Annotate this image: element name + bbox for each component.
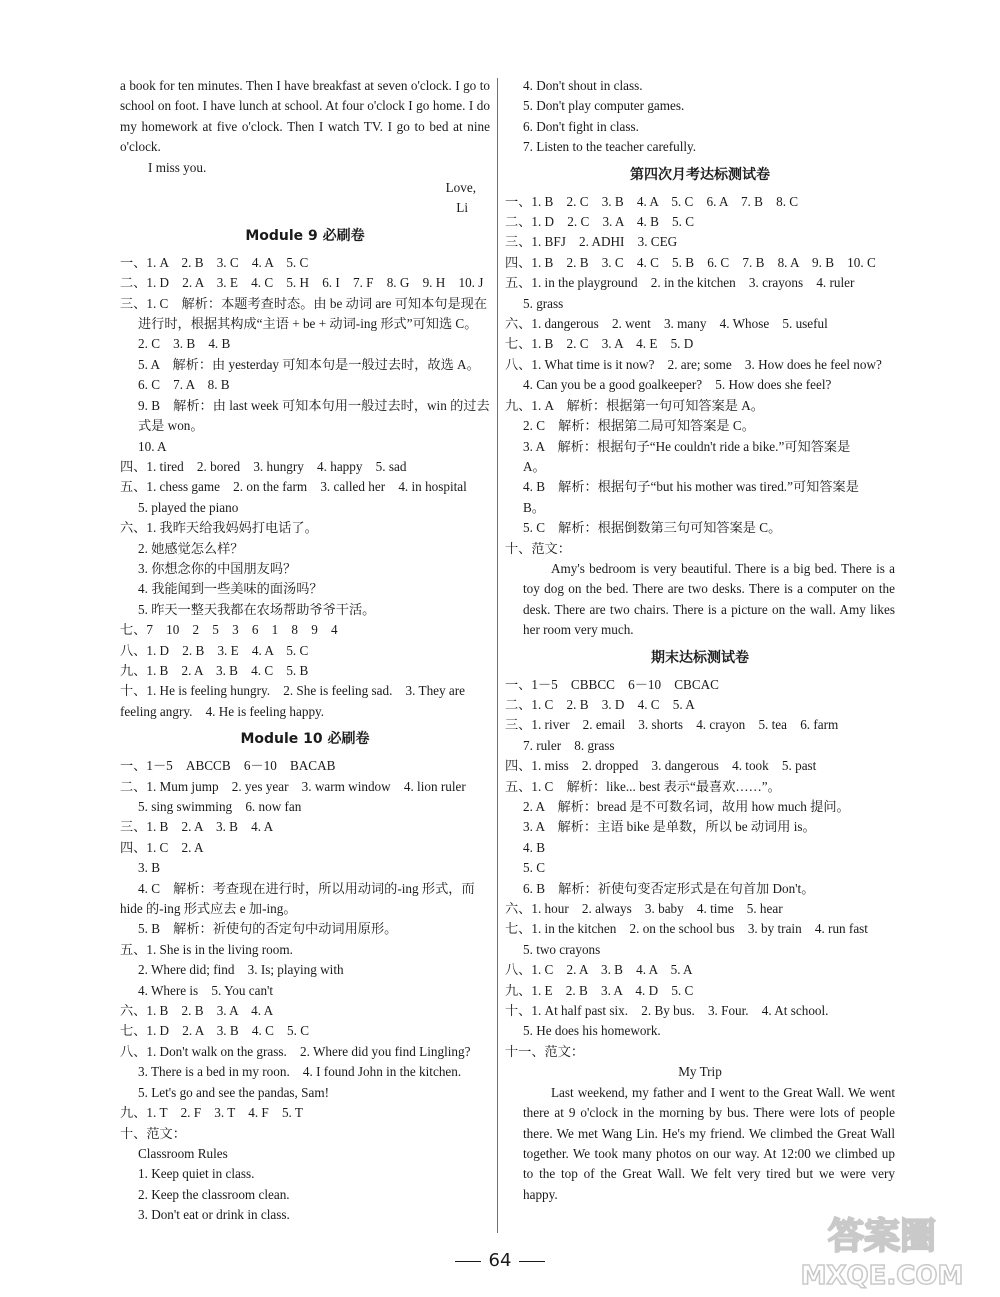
column-divider bbox=[497, 78, 498, 1233]
answer-line: 一、1. A 2. B 3. C 4. A 5. C bbox=[120, 254, 309, 270]
answer-line: 5. 昨天一整天我都在农场帮助爷爷干活。 bbox=[138, 601, 376, 617]
answer-line: 式是 won。 bbox=[138, 418, 204, 434]
answer-line: 十、1. He is feeling hungry. 2. She is feeling sad. 3. They are bbox=[120, 683, 465, 699]
answer-line: 5. C 解析：根据倒数第三句可知答案是 C。 bbox=[523, 520, 782, 536]
letter-closing: I miss you. bbox=[148, 159, 207, 175]
answer-line: 一、1. B 2. C 3. B 4. A 5. C 6. A 7. B 8. C bbox=[505, 193, 799, 209]
answer-line: 一、1－5 CBBCC 6－10 CBCAC bbox=[505, 676, 719, 692]
answer-line: 3. There is a bed in my roon. 4. I found John in the kitchen. bbox=[138, 1064, 462, 1080]
answer-line: 2. A 解析：bread 是不可数名词，故用 how much 提问。 bbox=[523, 799, 850, 814]
answer-line: hide 的-ing 形式应去 e 加-ing。 bbox=[120, 901, 297, 917]
answer-line: A。 bbox=[523, 458, 546, 474]
answer-line: 5. Don't play computer games. bbox=[523, 98, 685, 114]
answer-line: 10. A bbox=[138, 438, 167, 454]
answer-line: 7. ruler 8. grass bbox=[523, 737, 615, 753]
answer-line: 三、1. BFJ 2. ADHI 3. CEG bbox=[505, 234, 678, 250]
answer-line: 4. B bbox=[523, 839, 545, 855]
answer-line: 八、1. What time is it now? 2. are; some 3. How does he feel now? bbox=[505, 356, 882, 372]
answer-line: 5. played the piano bbox=[138, 499, 239, 515]
answer-line: 2. Keep the classroom clean. bbox=[138, 1186, 290, 1202]
module-10-title: Module 10 必刷卷 bbox=[240, 731, 370, 748]
answer-line: 二、1. C 2. B 3. D 4. C 5. A bbox=[505, 696, 695, 712]
answer-line: 四、1. tired 2. bored 3. hungry 4. happy 5. sad bbox=[120, 458, 407, 474]
answer-line: 5. He does his homework. bbox=[523, 1023, 661, 1039]
answer-line: 六、1. 我昨天给我妈妈打电话了。 bbox=[120, 520, 318, 536]
answer-line: 5. sing swimming 6. now fan bbox=[138, 799, 302, 814]
answer-line: 3. A 解析：根据句子“He couldn't ride a bike.”可知答案是 bbox=[523, 438, 851, 454]
answer-line: 六、1. dangerous 2. went 3. many 4. Whose 5. useful bbox=[505, 316, 828, 332]
essay-title: My Trip bbox=[678, 1064, 722, 1080]
answer-line: 二、1. D 2. A 3. E 4. C 5. H 6. I 7. F 8. G 9. H 10. J bbox=[120, 275, 484, 291]
answer-line: 一、1－5 ABCCB 6－10 BACAB bbox=[120, 758, 336, 774]
answer-line: 二、1. Mum jump 2. yes year 3. warm window 4. lion ruler bbox=[120, 778, 466, 794]
answer-line: 4. Don't shout in class. bbox=[523, 78, 643, 93]
answer-line: 5. grass bbox=[523, 295, 564, 311]
left-column bbox=[120, 76, 490, 1226]
page-number-text: 64 bbox=[488, 1250, 512, 1271]
answer-line: 2. Where did; find 3. Is; playing with bbox=[138, 962, 344, 978]
answer-line: 六、1. hour 2. always 3. baby 4. time 5. hear bbox=[505, 901, 783, 917]
answer-line: 五、1. in the playground 2. in the kitchen 3. crayons 4. ruler bbox=[505, 275, 855, 291]
answer-line: 2. 她感觉怎么样？ bbox=[138, 540, 244, 556]
answer-line: 4. B 解析：根据句子“but his mother was tired.”可知答案是 bbox=[523, 479, 859, 495]
answer-line: 九、1. B 2. A 3. B 4. C 5. B bbox=[120, 662, 309, 678]
answer-line: B。 bbox=[523, 499, 545, 515]
answer-line: 3. A 解析：主语 bike 是单数，所以 be 动词用 is。 bbox=[523, 819, 816, 835]
svg-text:答案圈: 答案圈 bbox=[827, 1216, 937, 1257]
answer-line: 5. C bbox=[523, 860, 545, 876]
answer-line: 四、1. C 2. A bbox=[120, 839, 204, 855]
answer-line: 十一、范文： bbox=[505, 1043, 585, 1059]
letter-signature: Li bbox=[456, 200, 468, 216]
module-9-title: Module 9 必刷卷 bbox=[245, 227, 365, 244]
letter-paragraph: a book for ten minutes. Then I have breakfast at seven o'clock. I go to school on foot. I have lunch at school. At four o'clock I go home. I do my homework at five o'clock. Then I watch TV. I go to bed at nine o'clock. bbox=[120, 78, 490, 155]
answer-line: 七、7 10 2 5 3 6 1 8 9 4 bbox=[120, 622, 338, 638]
answer-line: Classroom Rules bbox=[138, 1145, 228, 1161]
answer-line: 九、1. A 解析：根据第一句可知答案是 A。 bbox=[505, 397, 764, 413]
svg-text:MXQE.COM: MXQE.COM bbox=[800, 1261, 964, 1291]
model-essay-trip: Last weekend, my father and I went to the Great Wall. We went there at 9 o'clock in the morning by bus. There were lots of people there. We met Wang Lin. He's my friend. We climbed the Great Wall together. We took many photos on our way. At 12:00 we climbed up to the top of the Great Wall. We felt very tired but we were very happy. bbox=[523, 1084, 895, 1202]
answer-line: 二、1. D 2. C 3. A 4. B 5. C bbox=[505, 214, 695, 230]
answer-line: 三、1. B 2. A 3. B 4. A bbox=[120, 819, 274, 835]
answer-line: 5. Let's go and see the pandas, Sam! bbox=[138, 1084, 329, 1100]
answer-line: feeling angry. 4. He is feeling happy. bbox=[120, 703, 325, 719]
letter-love: Love, bbox=[445, 180, 476, 196]
answer-line: 四、1. B 2. B 3. C 4. C 5. B 6. C 7. B 8. A 9. B 10. C bbox=[505, 254, 876, 270]
answer-line: 九、1. T 2. F 3. T 4. F 5. T bbox=[120, 1105, 303, 1121]
right-column bbox=[505, 76, 895, 1205]
answer-line: 4. 我能闻到一些美味的面汤吗？ bbox=[138, 581, 323, 597]
answer-line: 八、1. Don't walk on the grass. 2. Where did you find Lingling? bbox=[120, 1043, 471, 1059]
answer-line: 八、1. C 2. A 3. B 4. A 5. A bbox=[505, 962, 693, 978]
watermark-logo bbox=[782, 1206, 982, 1292]
answer-line: 五、1. She is in the living room. bbox=[120, 941, 293, 957]
answer-line: 五、1. chess game 2. on the farm 3. called her 4. in hospital bbox=[120, 479, 467, 495]
answer-line: 4. Can you be a good goalkeeper? 5. How does she feel? bbox=[523, 377, 832, 393]
answer-line: 八、1. D 2. B 3. E 4. A 5. C bbox=[120, 642, 309, 658]
answer-line: 5. A 解析：由 yesterday 可知本句是一般过去时，故选 A。 bbox=[138, 356, 480, 372]
answer-line: 2. C 3. B 4. B bbox=[138, 336, 231, 352]
answer-line: 四、1. miss 2. dropped 3. dangerous 4. took 5. past bbox=[505, 758, 817, 774]
page-number-dash-right bbox=[519, 1261, 545, 1262]
final-test-title: 期末达标测试卷 bbox=[651, 649, 749, 666]
answer-line: 5. two crayons bbox=[523, 941, 601, 957]
answer-line: 七、1. B 2. C 3. A 4. E 5. D bbox=[505, 336, 694, 352]
answer-line: 十、范文： bbox=[120, 1125, 186, 1141]
answer-line: 9. B 解析：由 last week 可知本句用一般过去时，win 的过去 bbox=[138, 397, 490, 413]
answer-line: 十、范文： bbox=[505, 540, 571, 556]
answer-line: 十、1. At half past six. 2. By bus. 3. Four. 4. At school. bbox=[505, 1003, 829, 1019]
answer-line: 5. B 解析：祈使句的否定句中动词用原形。 bbox=[138, 921, 398, 937]
answer-line: 3. Don't eat or drink in class. bbox=[138, 1207, 290, 1223]
answer-line: 三、1. river 2. email 3. shorts 4. crayon 5. tea 6. farm bbox=[505, 717, 839, 733]
answer-line: 6. C 7. A 8. B bbox=[138, 377, 230, 393]
answer-line: 九、1. E 2. B 3. A 4. D 5. C bbox=[505, 982, 694, 998]
answer-line: 4. Where is 5. You can't bbox=[138, 982, 274, 998]
answer-line: 3. B bbox=[138, 860, 160, 876]
answer-line: 五、1. C 解析：like... best 表示“最喜欢……”。 bbox=[505, 778, 781, 794]
test-4-title: 第四次月考达标测试卷 bbox=[630, 166, 770, 183]
model-essay-amy: Amy's bedroom is very beautiful. There is a big bed. There is a toy dog on the bed. There are two desks. There is a computer on the desk. There are two chairs. There is a picture on the wall. Amy likes her room very much. bbox=[523, 560, 895, 638]
answer-line: 三、1. C 解析：本题考查时态。由 be 动词 are 可知本句是现在 bbox=[120, 295, 488, 311]
answer-line: 1. Keep quiet in class. bbox=[138, 1166, 255, 1182]
answer-line: 七、1. D 2. A 3. B 4. C 5. C bbox=[120, 1023, 310, 1039]
answer-line: 3. 你想念你的中国朋友吗？ bbox=[138, 560, 297, 576]
answer-line: 七、1. in the kitchen 2. on the school bus 3. by train 4. run fast bbox=[505, 921, 868, 937]
answer-line: 7. Listen to the teacher carefully. bbox=[523, 139, 697, 155]
page-number-dash-left bbox=[455, 1261, 481, 1262]
answer-line: 六、1. B 2. B 3. A 4. A bbox=[120, 1003, 274, 1019]
answer-line: 6. Don't fight in class. bbox=[523, 118, 639, 134]
answer-line: 2. C 解析：根据第二局可知答案是 C。 bbox=[523, 418, 755, 434]
answer-line: 6. B 解析：祈使句变否定形式是在句首加 Don't。 bbox=[523, 880, 815, 896]
answer-line: 4. C 解析：考查现在进行时，所以用动词的-ing 形式，而 bbox=[138, 880, 475, 896]
answer-line: 进行时，根据其构成“主语 + be + 动词-ing 形式”可知选 C。 bbox=[138, 316, 478, 332]
